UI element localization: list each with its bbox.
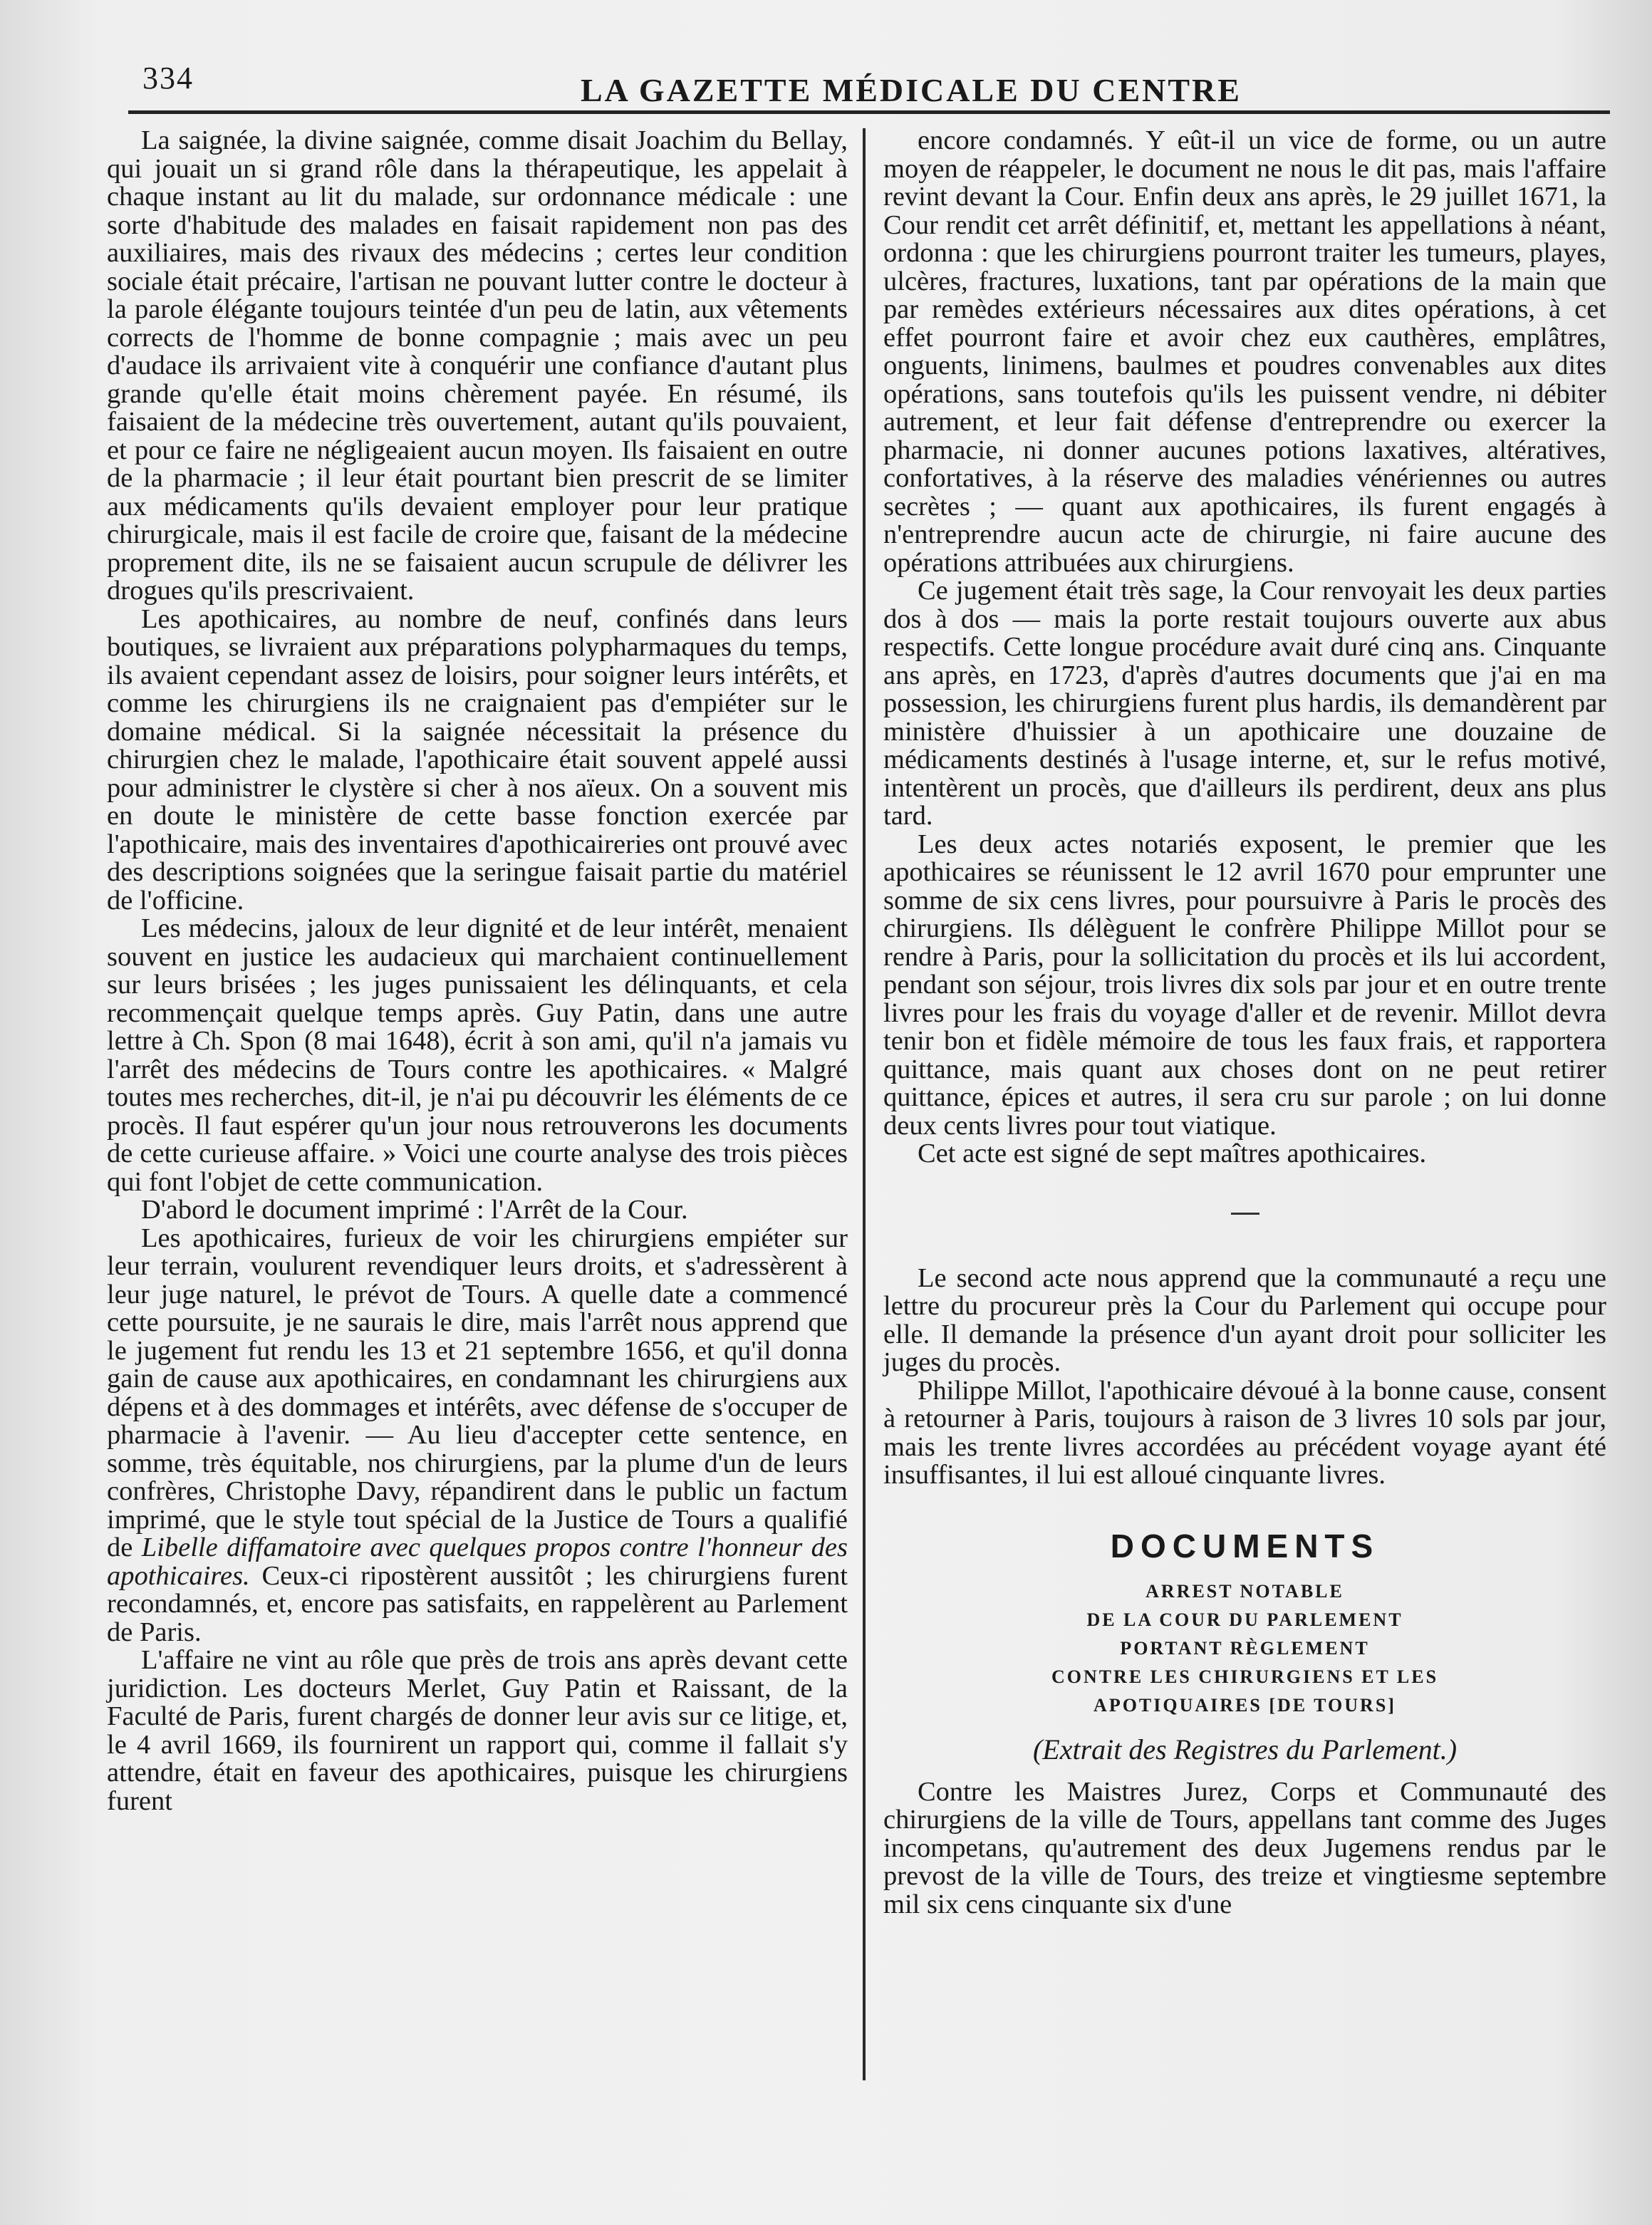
paragraph: Les deux actes notariés exposent, le premier que les apothicaires se réunissent le 12 avril 1670 pour emprunter une somme de six cens livres, pour poursuivre à Paris le procès des chirurgiens. Ils délèguent le confrère Philippe Millot pour se rendre à Paris, pour la sollicitation du procès et ils lui accordent, pendant son séjour, trois livres dix sols par jour et en outre trente livres pour les frais du voyage d'aller et de revenir. Millot devra tenir bon et fidèle mémoire de tous les faux frais, et rapportera quittance, mais quant aux choses dont on ne peut retirer quittance, épices et autres, il sera cru sur parole ; on lui donne deux cents livres pour tout viatique. — [883, 829, 1606, 1141]
extract-note: (Extrait des Registres du Parlement.) — [1032, 1733, 1458, 1765]
document-title-line: DE LA COUR DU PARLEMENT — [1086, 1609, 1403, 1630]
running-title: LA GAZETTE MÉDICALE DU CENTRE — [581, 72, 1242, 108]
document-title-line: PORTANT RÈGLEMENT — [1120, 1638, 1370, 1659]
paragraph: La saignée, la divine saignée, comme disait Joachim du Bellay, qui jouait un si grand rôle dans la thérapeutique, les appelait à chaque instant au lit du malade, sur ordonnance médicale : une sorte d'habitude des malades en faisait rapidement non pas des auxiliaires, mais des rivaux des médecins ; certes leur condition sociale était précaire, l'artisan ne pouvant lutter contre le docteur à la parole élégante toujours teintée d'un peu de latin, aux vêtements corrects de l'homme de bonne compagnie ; mais avec un peu d'audace ils arrivaient vite à conquérir une confiance d'autant plus grande qu'elle était moins chèrement payée. En résumé, ils faisaient de la médecine très ouvertement, autant qu'ils pouvaient, et pour ce faire ne négligeaient aucun moyen. Ils faisaient en outre de la pharmacie ; il leur était pourtant bien prescrit de se limiter aux médicaments qu'ils devaient employer pour leur pratique chirurgicale, mais il est facile de croire que, faisant de la médecine proprement dite, ils ne se faisaient aucun scrupule de délivrer les drogues qu'ils prescrivaient. — [107, 125, 848, 606]
text-run: Ceux-ci ripostèrent aussitôt ; les chirurgiens furent recondamnés, et, encore pas satisfaits, en rappelèrent au Parlement de Paris. — [107, 1560, 848, 1647]
documents-heading: DOCUMENTS — [1110, 1527, 1380, 1565]
document-title-line: ARREST NOTABLE — [1146, 1581, 1344, 1602]
page-number: 334 — [142, 61, 194, 95]
column-divider — [863, 128, 866, 2080]
paragraph: Cet acte est signé de sept maîtres apothicaires. — [918, 1139, 1427, 1168]
page-header — [128, 56, 1610, 113]
right-column — [883, 127, 1606, 1919]
paragraph: Ce jugement était très sage, la Cour renvoyait les deux parties dos à dos — mais la porte restait toujours ouverte aux abus respectifs. Cette longue procédure avait duré cinq ans. Cinquante ans après, en 1723, d'après d'autres documents que j'ai en ma possession, les chirurgiens furent plus hardis, ils demandèrent par ministère d'huissier à un apothicaire une douzaine de médicaments destinés à l'usage interne, et, sur le refus motivé, intentèrent un procès, que d'ailleurs ils perdirent, deux ans plus tard. — [883, 576, 1606, 831]
paragraph: encore condamnés. Y eût-il un vice de forme, ou un autre moyen de réappeler, le document ne nous le dit pas, mais l'affaire revint devant la Cour. Enfin deux ans après, le 29 juillet 1671, la Cour rendit cet arrêt définitif, et, mettant les appellations à néant, ordonna : que les chirurgiens pourront traiter les tumeurs, playes, ulcères, fractures, luxations, tant par opérations de la main que par remèdes extérieurs nécessaires aux dites opérations, à cet effet pourront faire et avoir chez eux cauthères, emplâtres, onguents, linimens, baulmes et poudres convenables aux dites opérations, sans toutefois qu'ils les puissent vendre, ni débiter autrement, et leur fait défense d'entreprendre ou exercer la pharmacie, ni donner aucunes potions laxatives, altératives, confortatives, à la réserve des maladies vénériennes ou autres secrètes ; — quant aux apothicaires, ils furent engagés à n'entreprendre aucun acte de chirurgie, ni faire aucune des opérations attribuées aux chirurgiens. — [883, 125, 1606, 578]
document-title-line: CONTRE LES CHIRURGIENS ET LES — [1051, 1666, 1439, 1687]
header-rule — [128, 110, 1610, 114]
paragraph: D'abord le document imprimé : l'Arrêt de la Cour. — [141, 1195, 688, 1225]
left-column — [107, 127, 848, 1815]
paragraph: L'affaire ne vint au rôle que près de trois ans après devant cette juridiction. Les docteurs Merlet, Guy Patin et Raissant, de la Faculté de Paris, furent chargés de donner leur avis sur ce litige, et, le 4 avril 1669, ils fournirent un rapport qui, comme il fallait s'y attendre, était en faveur des apothicaires, puisque les chirurgiens furent — [107, 1645, 848, 1816]
document-title-line: APOTIQUAIRES [DE TOURS] — [1093, 1695, 1396, 1716]
paragraph: Les apothicaires, au nombre de neuf, confinés dans leurs boutiques, se livraient aux préparations polypharmaques du temps, ils avaient cependant assez de loisirs, pour soigner leurs intérêts, et comme les chirurgiens ils ne craignaient pas d'empiéter sur le domaine médical. Si la saignée nécessitait la présence du chirurgien chez le malade, l'apothicaire était souvent appelé aussi pour administrer le clystère si cher à nos aïeux. On a souvent mis en doute le ministère de cette basse fonction exercée par l'apothicaire, mais des inventaires d'apothicaireries ont prouvé avec des descriptions soignées que la seringue faisait partie du matériel de l'officine. — [107, 603, 848, 916]
paragraph — [107, 1225, 848, 1647]
paragraph: Les médecins, jaloux de leur dignité et de leur intérêt, menaient souvent en justice les audacieux qui marchaient continuellement sur leurs brisées ; les juges punissaient les délinquants, et cela recommençait quelque temps après. Guy Patin, dans une autre lettre à Ch. Spon (8 mai 1648), écrit à son ami, qu'il n'a jamais vu l'arrêt des médecins de Tours contre les apothicaires. « Malgré toutes mes recherches, dit-il, je n'ai pu découvrir les éléments de ce procès. Il faut espérer qu'un jour nous retrouverons les documents de cette curieuse affaire. » Voici une courte analyse des trois pièces qui font l'objet de cette communication. — [107, 913, 848, 1197]
text-run: Les apothicaires, furieux de voir les chirurgiens empiéter sur leur terrain, voulurent revendiquer leurs droits, et s'adressèrent à leur juge naturel, le prévot de Tours. A quelle date a commencé cette poursuite, je ne saurais le dire, mais l'arrêt nous apprend que le jugement fut rendu les 13 et 21 septembre 1656, et qu'il donna gain de cause aux apothicaires, en condamnant les chirurgiens aux dépens et à des dommages et intérêts, avec défense de s'occuper de pharmacie à l'avenir. — Au lieu d'accepter cette sentence, en somme, très équitable, nos chirurgiens, par la plume d'un de leurs confrères, Christophe Davy, répandirent dans le public un factum imprimé, que le style tout spécial de la Justice de Tours a qualifié de — [107, 1223, 848, 1562]
italic-quote: Libelle diffamatoire avec quelques propos contre l'honneur des apothicaires. — [107, 1532, 848, 1591]
paragraph: Philippe Millot, l'apothicaire dévoué à la bonne cause, consent à retourner à Paris, toujours à raison de 3 livres 10 sols par jour, mais les trente livres accordées au précédent voyage ayant été insuffisantes, il lui est alloué cinquante livres. — [883, 1375, 1606, 1490]
paragraph: Le second acte nous apprend que la communauté a reçu une lettre du procureur près la Cour du Parlement qui occupe pour elle. Il demande la présence d'un ayant droit pour solliciter les juges du procès. — [883, 1262, 1606, 1377]
section-rule — [1231, 1213, 1259, 1215]
paragraph: Contre les Maistres Jurez, Corps et Communauté des chirurgiens de la ville de Tours, appellans tant comme des Juges incompetans, qu'autrement des deux Jugemens rendus par le prevost de la ville de Tours, des treize et vingtiesme septembre mil six cens cinquante six d'une — [883, 1776, 1606, 1919]
